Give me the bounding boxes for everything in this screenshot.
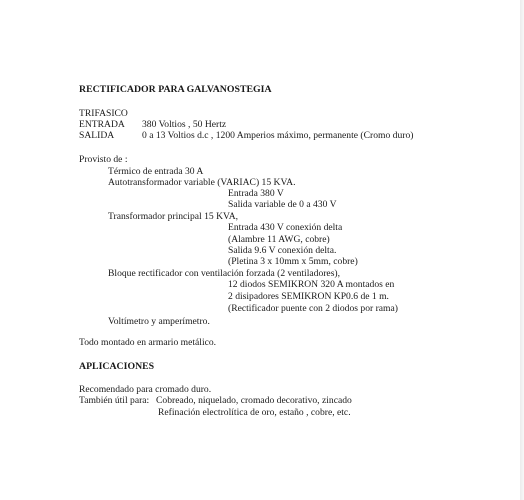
montado-line: Todo montado en armario metálico. [79,337,217,348]
provisto-line: Autotransformador variable (VARIAC) 15 KVA. [108,177,296,188]
tambien-label: También útil para: [79,395,150,406]
entrada-value: 380 Voltios , 50 Hertz [142,119,227,130]
provisto-line: Bloque rectificador con ventilación forzada (2 ventiladores), [108,268,341,279]
provisto-line: 2 disipadores SEMIKRON KP0.6 de 1 m. [228,291,389,302]
provisto-line: Entrada 430 V conexión delta [228,222,343,233]
aplicaciones-heading: APLICACIONES [79,361,155,372]
entrada-label: ENTRADA [79,119,125,130]
provisto-line: Entrada 380 V [228,188,284,199]
provisto-line: Salida 9.6 V conexión delta. [228,245,337,256]
provisto-heading: Provisto de : [79,154,128,165]
refinacion-line: Refinación electrolítica de oro, estaño , cobre, etc. [158,407,351,418]
phase-label: TRIFASICO [79,108,128,119]
recomendado-line: Recomendado para cromado duro. [79,384,212,395]
page-shadow [520,0,524,500]
provisto-line: (Alambre 11 AWG, cobre) [228,234,330,245]
provisto-line: (Rectificador puente con 2 diodos por rama) [228,303,398,314]
document-title: RECTIFICADOR PARA GALVANOSTEGIA [79,84,272,95]
tambien-value: Cobreado, niquelado, cromado decorativo, zincado [156,395,352,406]
provisto-line: Voltímetro y amperímetro. [108,316,210,327]
provisto-line: Salida variable de 0 a 430 V [228,199,337,210]
salida-value: 0 a 13 Voltios d.c , 1200 Amperios máximo, permanente (Cromo duro) [142,130,414,141]
provisto-line: Transformador principal 15 KVA, [108,211,239,222]
provisto-line: (Pletina 3 x 10mm x 5mm, cobre) [228,256,358,267]
provisto-line: 12 diodos SEMIKRON 320 A montados en [228,279,395,290]
salida-label: SALIDA [79,130,115,141]
provisto-line: Térmico de entrada 30 A [108,166,204,177]
